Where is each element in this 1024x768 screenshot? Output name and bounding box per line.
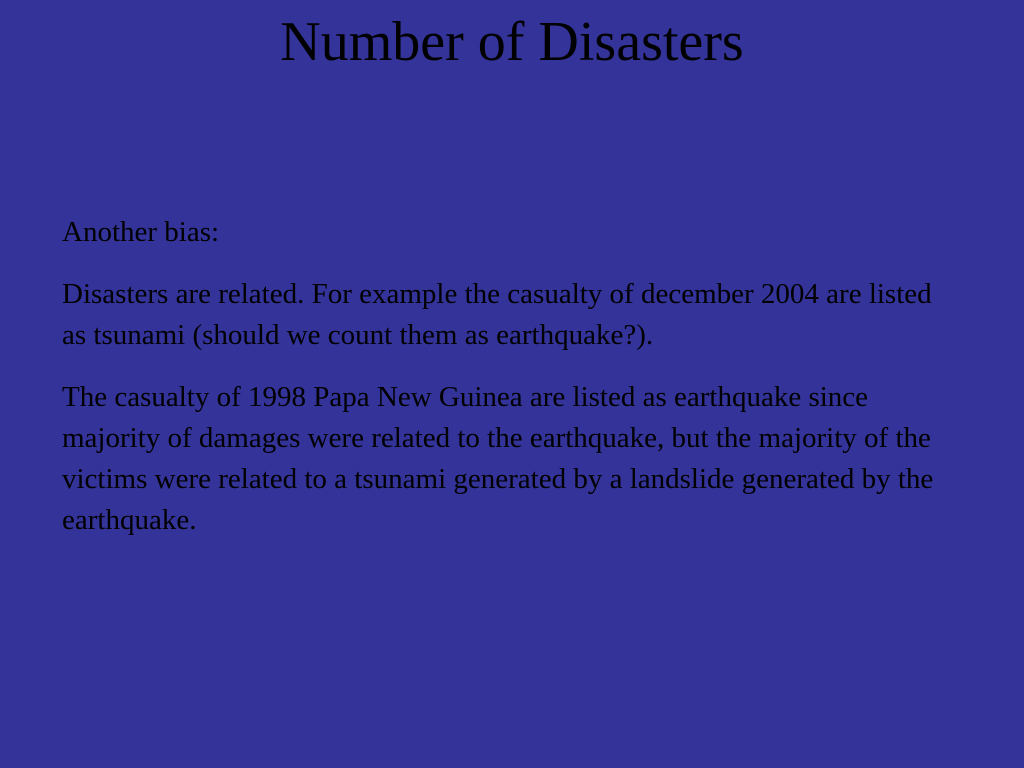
body-paragraph-png-example: The casualty of 1998 Papa New Guinea are listed as earthquake since majority of damages were related to the earthquake, but the majority of the victims were related to a tsunami generated by a landslide generated by the earthquake. <box>62 381 934 536</box>
body-paragraph-intro: Another bias: <box>62 216 220 248</box>
body-paragraph-tsunami-example: Disasters are related. For example the casualty of december 2004 are listed as tsunami (should we count them as earthquake?). <box>62 278 932 351</box>
slide-body <box>62 212 962 562</box>
slide-title: Number of Disasters <box>280 11 744 73</box>
